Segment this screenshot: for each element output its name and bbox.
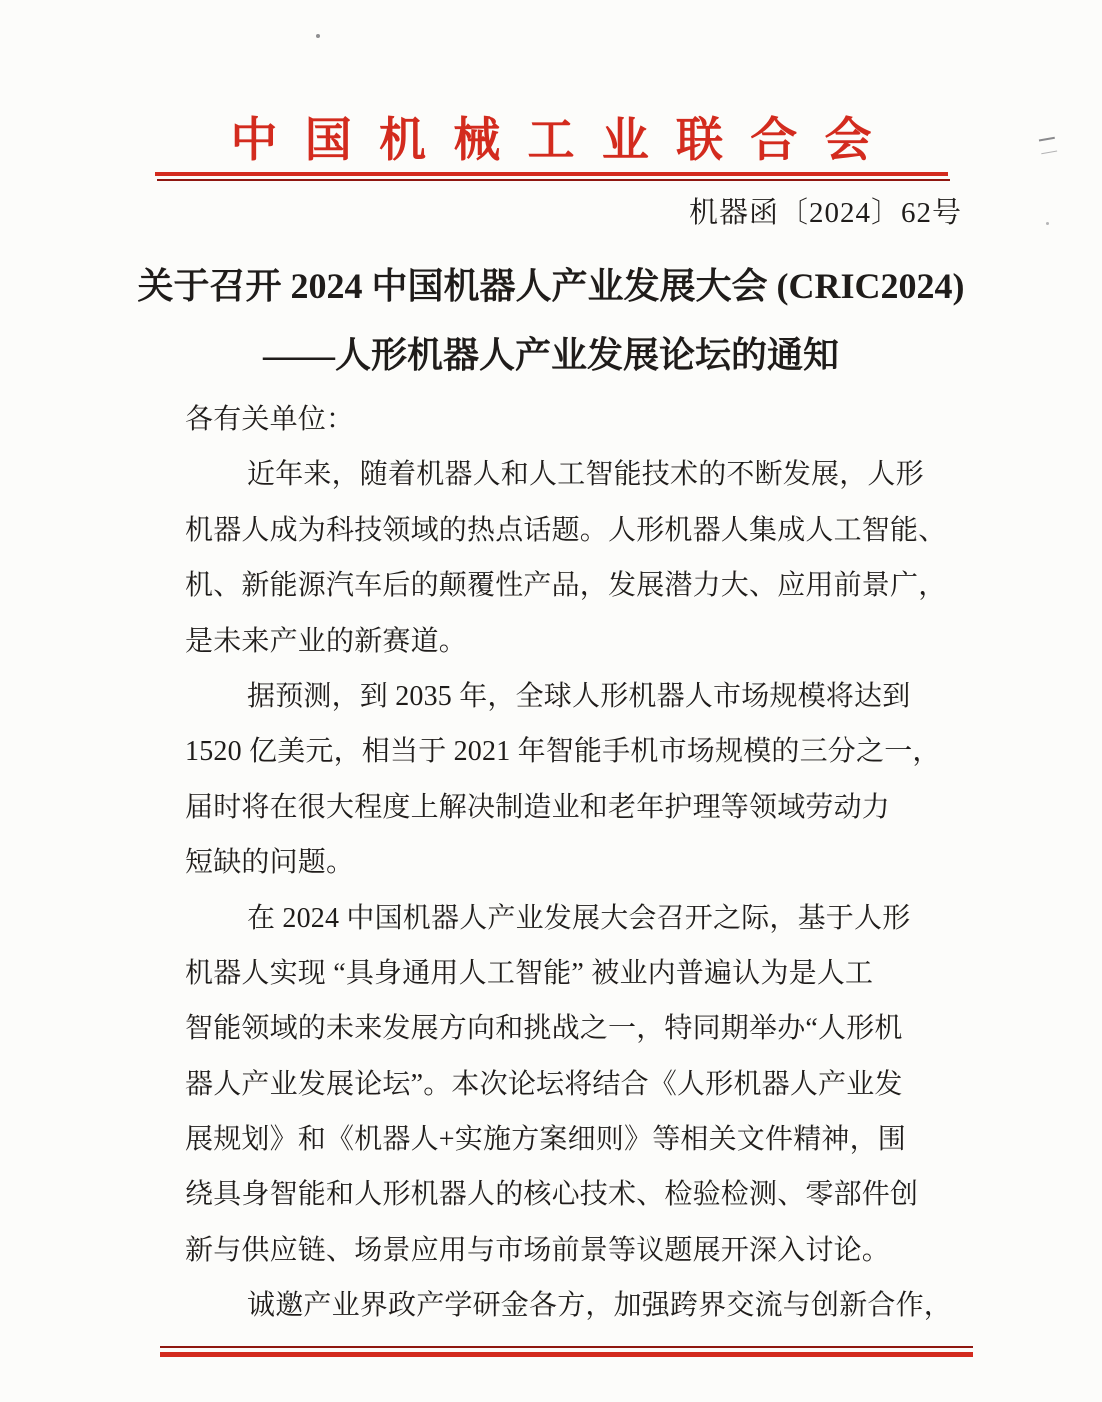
body-line: 诚邀产业界政产学研金各方，加强跨界交流与创新合作， xyxy=(247,1290,953,1322)
body-line: 短缺的问题。 xyxy=(185,847,355,879)
body-line: 新与供应链、场景应用与市场前景等议题展开深入讨论。 xyxy=(185,1234,891,1266)
letterhead-org-name-text: 中国机械工业联合会 xyxy=(230,115,899,167)
body-line: 智能领域的未来发展方向和挑战之一，特同期举办“人形机 xyxy=(185,1013,903,1045)
body-line: 机器人成为科技领域的热点话题。人形机器人集成人工智能、 xyxy=(185,514,947,546)
body-line: 机、新能源汽车后的颠覆性产品，发展潜力大、应用前景广， xyxy=(185,570,947,602)
red-rule-top xyxy=(155,172,948,176)
body-line: 展规划》和《机器人+实施方案细则》等相关文件精神，围 xyxy=(185,1124,906,1156)
body-line: 届时将在很大程度上解决制造业和老年护理等领域劳动力 xyxy=(185,791,891,823)
scan-artifact xyxy=(316,34,320,38)
body-line: 据预测，到 2035 年，全球人形机器人市场规模将达到 xyxy=(247,680,911,712)
body-line: 绕具身智能和人形机器人的核心技术、检验检测、零部件创 xyxy=(185,1179,919,1211)
body-line: 器人产业发展论坛”。本次论坛将结合《人形机器人产业发 xyxy=(185,1068,903,1100)
red-rule-bottom xyxy=(160,1346,973,1348)
body-line: 各有关单位： xyxy=(185,404,355,435)
body-line: 是未来产业的新赛道。 xyxy=(185,625,468,657)
document-body xyxy=(185,392,960,1334)
document-number: 机器函〔2024〕62号 xyxy=(688,197,962,229)
notice-title-line1: 关于召开 2024 中国机器人产业发展大会 (CRIC2024) xyxy=(137,266,965,306)
scan-artifact xyxy=(1046,222,1049,225)
body-line: 近年来，随着机器人和人工智能技术的不断发展，人形 xyxy=(247,459,924,491)
notice-title-line2: ——人形机器人产业发展论坛的通知 xyxy=(262,335,839,375)
body-line: 机器人实现 “具身通用人工智能” 被业内普遍认为是人工 xyxy=(185,957,874,989)
body-line: 1520 亿美元，相当于 2021 年智能手机市场规模的三分之一， xyxy=(185,736,941,768)
body-line: 在 2024 中国机器人产业发展大会召开之际，基于人形 xyxy=(247,902,911,934)
letterhead-org-name xyxy=(0,103,1102,170)
